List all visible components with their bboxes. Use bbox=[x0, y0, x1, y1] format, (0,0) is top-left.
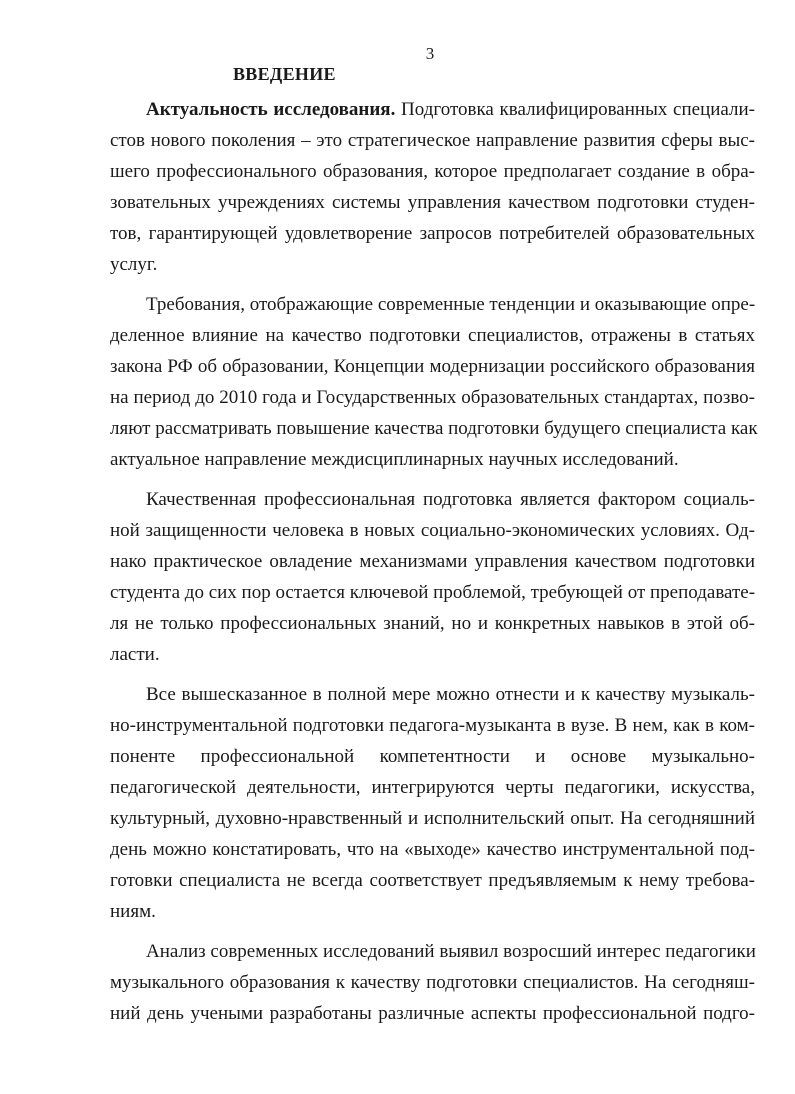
text-line: Качественная профессиональная подготовка является фактором социаль- bbox=[146, 489, 755, 510]
body-text bbox=[110, 94, 758, 1029]
section-heading: ВВЕДЕНИЕ bbox=[233, 64, 336, 84]
lead-phrase: Актуальность исследования. bbox=[146, 99, 396, 120]
paragraph-requirements bbox=[110, 289, 758, 475]
text-line: ля не только профессиональных знаний, но и конкретных навыков в этой об- bbox=[110, 613, 755, 634]
text-line: ниям. bbox=[110, 901, 156, 922]
paragraph-relevance bbox=[110, 94, 755, 280]
paragraph-analysis bbox=[110, 936, 755, 1029]
paragraph-music-training bbox=[110, 679, 755, 927]
text-line: нако практическое овладение механизмами управления качеством подготовки bbox=[110, 551, 755, 572]
text-line: Все вышесказанное в полной мере можно отнести и к качеству музыкаль- bbox=[146, 684, 755, 705]
text-line: музыкального образования к качеству подготовки специалистов. На сегодняш- bbox=[110, 972, 755, 993]
text-line: Требования, отображающие современные тенденции и оказывающие опре- bbox=[146, 294, 756, 315]
text-line: услуг. bbox=[110, 254, 158, 275]
text-line: готовки специалиста не всегда соответствует предъявляемым к нему требова- bbox=[110, 870, 755, 891]
text-line: закона РФ об образовании, Концепции модернизации российского образования bbox=[110, 356, 755, 377]
text-fragment: Подготовка квалифицированных специали- bbox=[395, 99, 755, 120]
paragraph-quality-training bbox=[110, 484, 755, 670]
text-line: актуальное направление междисциплинарных научных исследований. bbox=[110, 449, 679, 470]
text-line: поненте профессиональной компетентности и основе музыкально- bbox=[110, 746, 755, 767]
text-line: ласти. bbox=[110, 644, 160, 665]
text-line: ляют рассматривать повышение качества подготовки будущего специалиста как bbox=[110, 418, 758, 439]
text-line: шего профессионального образования, которое предполагает создание в обра- bbox=[110, 161, 755, 182]
text-line: но-инструментальной подготовки педагога-музыканта в вузе. В нем, как в ком- bbox=[110, 715, 755, 736]
text-line: ний день учеными разработаны различные аспекты профессиональной подго- bbox=[110, 1003, 755, 1024]
page-number: 3 bbox=[425, 44, 435, 63]
text-line: Анализ современных исследований выявил возросший интерес педагогики bbox=[146, 941, 756, 962]
text-line: культурный, духовно-нравственный и исполнительский опыт. На сегодняшний bbox=[110, 808, 755, 829]
text-line bbox=[110, 94, 755, 125]
text-line: на период до 2010 года и Государственных образовательных стандартах, позво- bbox=[110, 387, 755, 408]
text-line: зовательных учреждениях системы управления качеством подготовки студен- bbox=[110, 192, 755, 213]
text-line: тов, гарантирующей удовлетворение запросов потребителей образовательных bbox=[110, 223, 755, 244]
text-line: деленное влияние на качество подготовки специалистов, отражены в статьях bbox=[110, 325, 755, 346]
text-line: день можно констатировать, что на «выходе» качество инструментальной под- bbox=[110, 839, 755, 860]
text-line: ной защищенности человека в новых социально-экономических условиях. Од- bbox=[110, 520, 755, 541]
text-line: стов нового поколения – это стратегическое направление развития сферы выс- bbox=[110, 130, 755, 151]
text-line: студента до сих пор остается ключевой проблемой, требующей от преподавате- bbox=[110, 582, 756, 603]
text-line: педагогической деятельности, интегрируются черты педагогики, искусства, bbox=[110, 777, 755, 798]
